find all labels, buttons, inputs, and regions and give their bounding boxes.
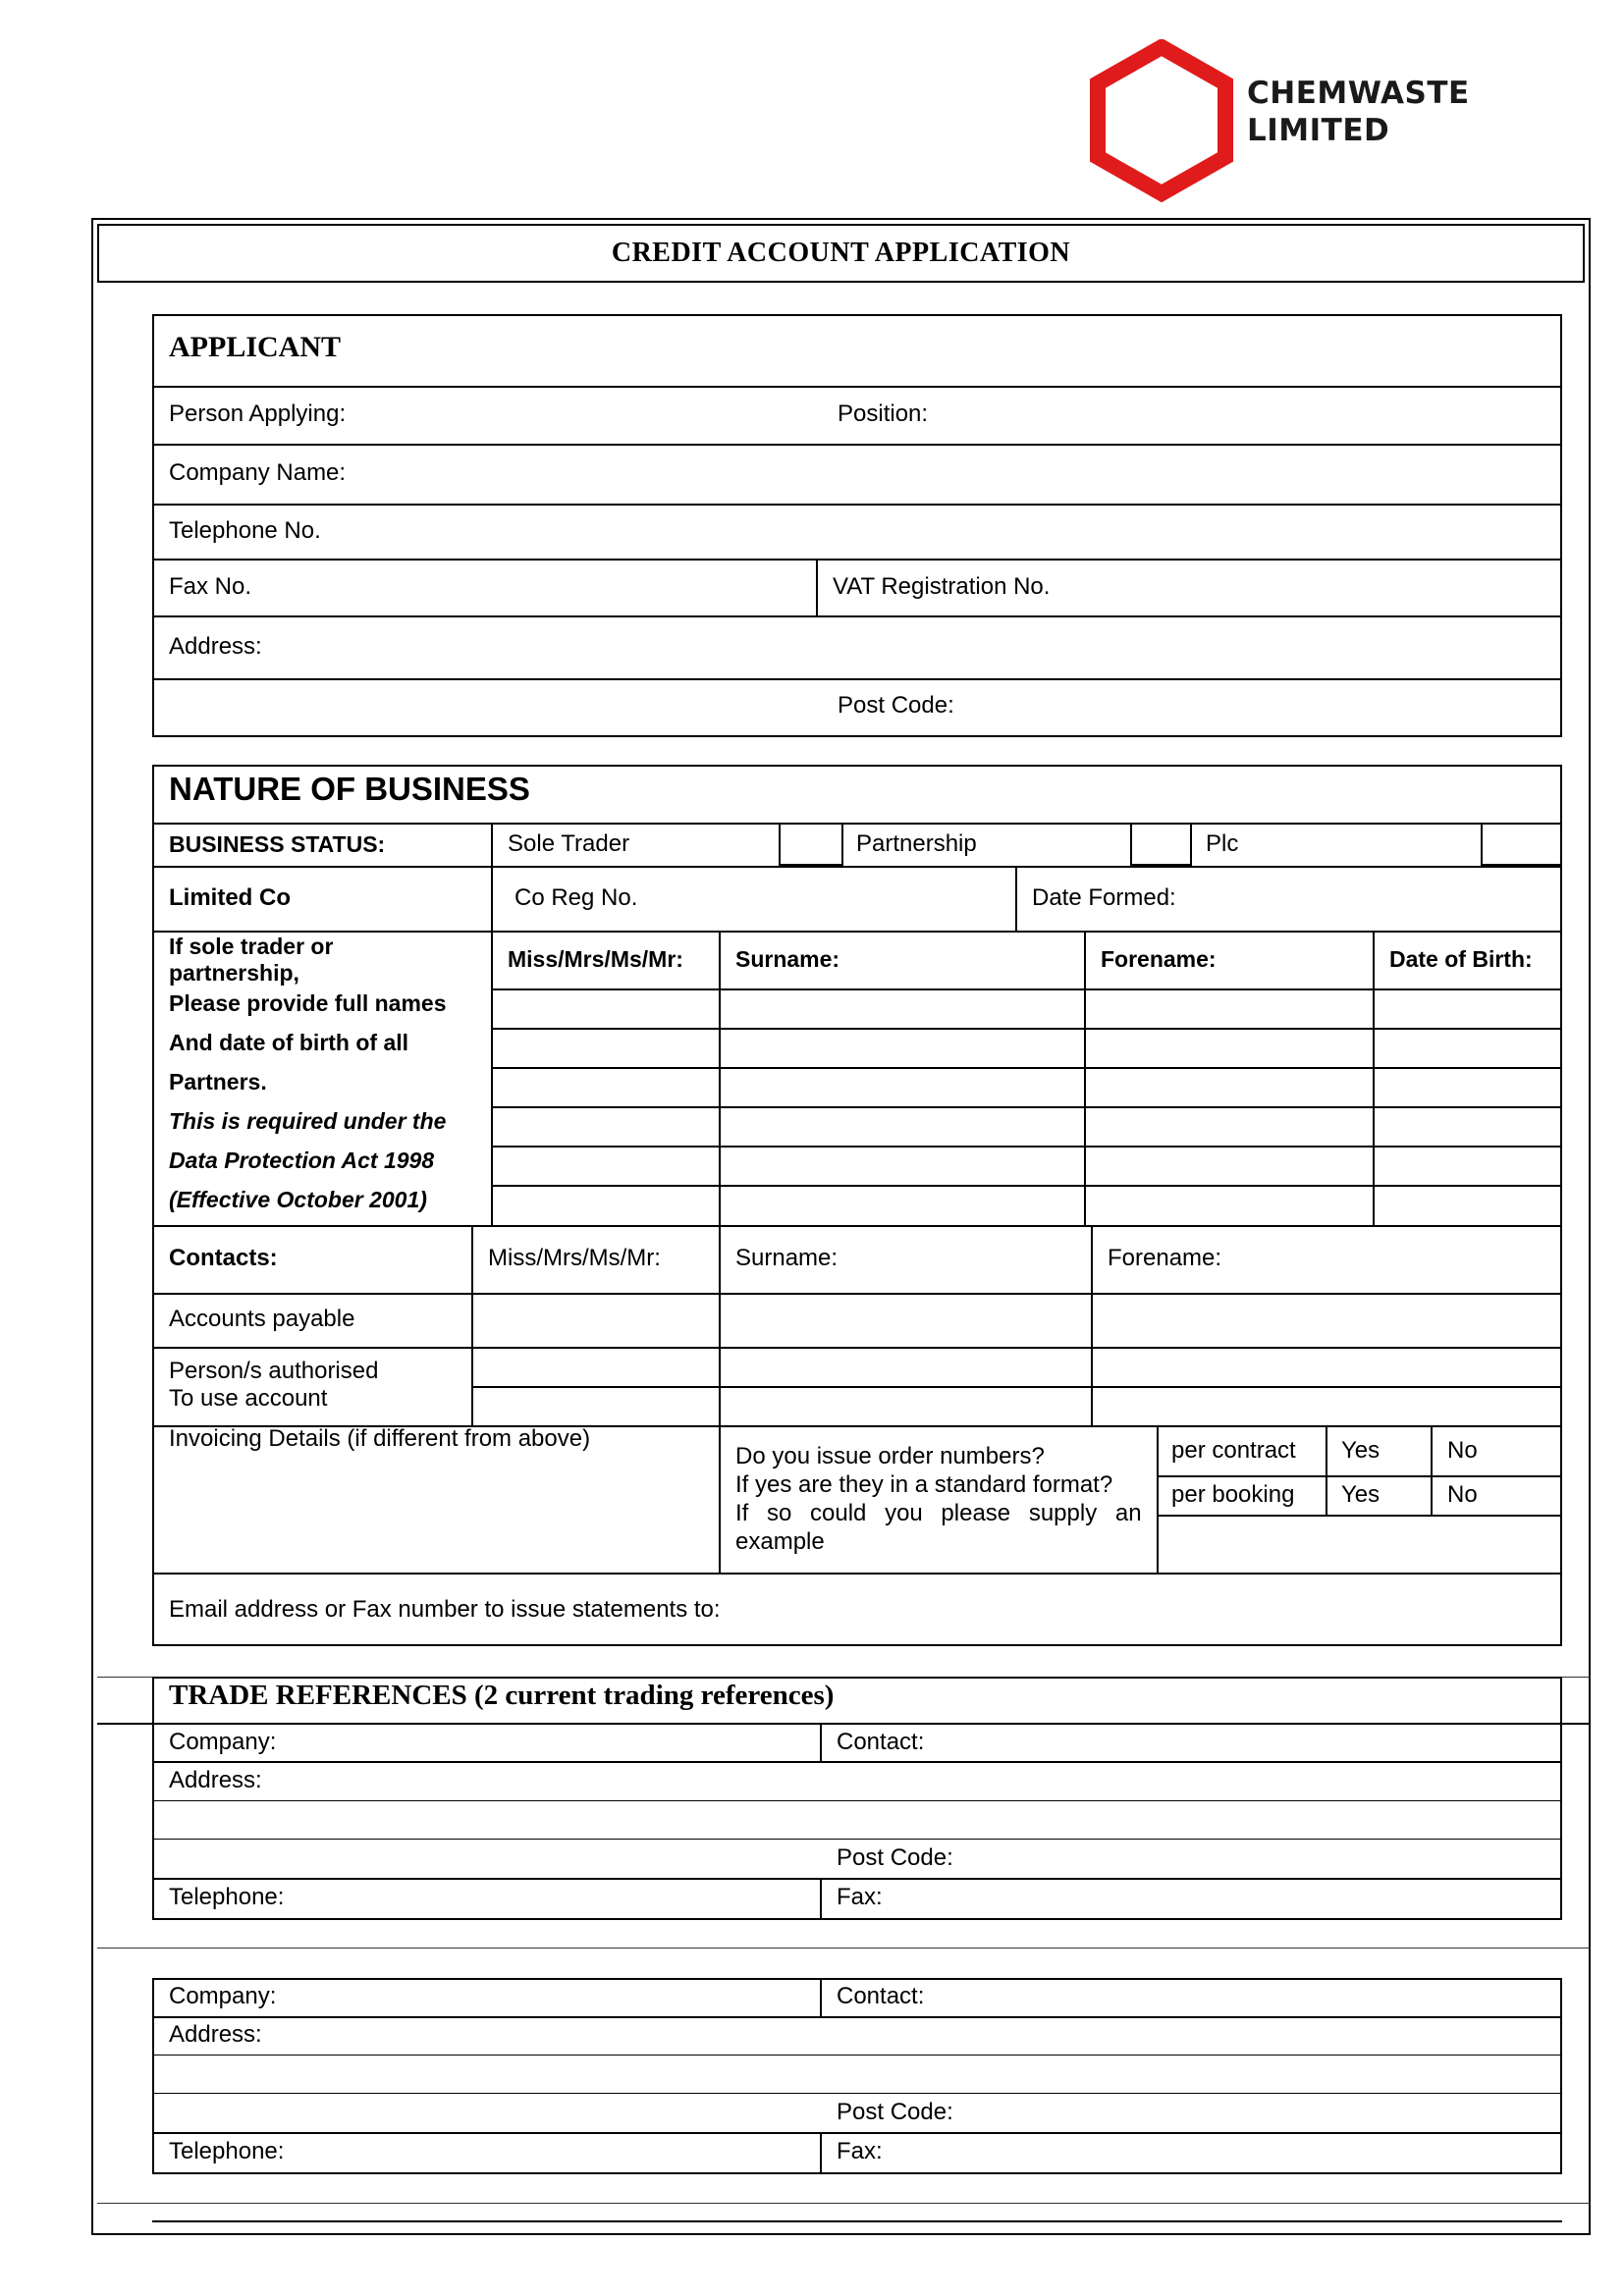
divider [152,1293,1562,1295]
divider [816,559,818,615]
partners-note-line: Partners. [169,1069,267,1095]
divider [152,1800,1562,1801]
plc-checkbox[interactable] [1481,823,1562,866]
divider [152,1878,1562,1880]
ref2-company-field[interactable]: Company: [169,1983,277,2009]
order-numbers-line4: example [735,1528,825,1555]
ref1-contact-field[interactable]: Contact: [837,1729,925,1755]
partnership-checkbox[interactable] [1130,823,1192,866]
per-booking-label: per booking [1171,1481,1295,1508]
partner-row-divider [491,1106,1562,1108]
order-numbers-line3 [735,1500,1144,1527]
title-box [97,224,1585,283]
applicant-section [152,314,1562,737]
partner-row-divider [491,988,1562,990]
business-status-label: BUSINESS STATUS: [169,831,386,857]
divider [152,386,1562,388]
ref1-company-field[interactable]: Company: [169,1729,277,1755]
divider [152,559,1562,561]
contacts-label: Contacts: [169,1245,278,1271]
divider [152,1225,1562,1227]
plc-label: Plc [1206,830,1239,857]
company-name-field[interactable]: Company Name: [169,459,347,486]
per-booking-yes[interactable]: Yes [1341,1481,1380,1508]
position-field[interactable]: Position: [838,400,929,427]
partners-note-line: Please provide full names [169,990,447,1016]
hexagon-logo-icon [1088,39,1235,206]
ref2-contact-field[interactable]: Contact: [837,1983,925,2009]
divider [1015,866,1017,931]
ref1-telephone-field[interactable]: Telephone: [169,1884,285,1910]
divider [719,931,721,1225]
partner-row-divider [491,1146,1562,1148]
per-booking-no[interactable]: No [1447,1481,1478,1508]
divider [1084,931,1086,1225]
per-contract-no[interactable]: No [1447,1437,1478,1464]
divider [820,2132,822,2174]
authorised-label-line2: To use account [169,1385,328,1412]
contacts-title-header: Miss/Mrs/Ms/Mr: [488,1245,661,1271]
order-numbers-line1: Do you issue order numbers? [735,1443,1045,1469]
divider [491,866,493,931]
form-title: CREDIT ACCOUNT APPLICATION [611,238,1071,268]
ref1-post-code-field[interactable]: Post Code: [837,1844,953,1871]
partner-row-divider [491,1067,1562,1069]
per-contract-yes[interactable]: Yes [1341,1437,1380,1464]
partner-dob-header: Date of Birth: [1389,946,1533,972]
divider [719,1425,721,1574]
divider [820,1878,822,1920]
divider [1157,1475,1562,1477]
divider [1157,1515,1562,1517]
divider [152,2055,1562,2056]
divider [152,823,1562,825]
divider [152,504,1562,506]
order-numbers-line3-text: If so could you please supply an [735,1500,1142,1526]
post-code-field[interactable]: Post Code: [838,692,954,719]
partners-note-line: (Effective October 2001) [169,1187,427,1212]
trade-references-heading: TRADE REFERENCES (2 current trading references) [169,1680,835,1711]
divider [152,2016,1562,2018]
partner-row-divider [491,1185,1562,1187]
divider [491,931,493,1225]
partners-note-line: This is required under the [169,1108,447,1134]
divider [152,2132,1562,2134]
divider [152,866,1562,868]
divider [471,1225,473,1427]
partner-forename-header: Forename: [1101,946,1217,972]
divider [1091,1225,1093,1427]
partners-note-line: Data Protection Act 1998 [169,1148,435,1173]
logo-wordmark [1247,75,1470,149]
ref2-post-code-field[interactable]: Post Code: [837,2099,953,2125]
email-fax-statements-field[interactable]: Email address or Fax number to issue statements to: [169,1596,721,1623]
divider [471,1386,1562,1388]
authorised-label-line1: Person/s authorised [169,1358,379,1384]
logo-name-line2: LIMITED [1247,113,1390,148]
invoicing-details-field[interactable]: Invoicing Details (if different from above) [169,1425,591,1452]
divider [1431,1425,1433,1516]
accounts-payable-label: Accounts payable [169,1306,355,1332]
partners-note-line: partnership, [169,960,299,986]
vat-field[interactable]: VAT Registration No. [833,573,1051,600]
ref1-fax-field[interactable]: Fax: [837,1884,883,1910]
logo-name-line1: CHEMWASTE [1247,76,1470,111]
divider [1157,1425,1159,1574]
ref2-telephone-field[interactable]: Telephone: [169,2138,285,2164]
divider [820,1723,822,1762]
ref2-fax-field[interactable]: Fax: [837,2138,883,2164]
divider [152,678,1562,680]
divider [491,823,493,866]
date-formed-field[interactable]: Date Formed: [1032,884,1176,911]
divider [152,931,1562,933]
person-applying-field[interactable]: Person Applying: [169,400,347,427]
partners-note-line: If sole trader or [169,934,334,959]
divider [152,1347,1562,1349]
partner-surname-header: Surname: [735,946,840,972]
divider [719,1225,721,1427]
limited-co-label: Limited Co [169,884,291,911]
divider [152,2093,1562,2094]
divider [152,1573,1562,1575]
sole-trader-checkbox[interactable] [779,823,843,866]
contacts-surname-header: Surname: [735,1245,839,1271]
per-contract-label: per contract [1171,1437,1296,1464]
ref2-address-field[interactable]: Address: [169,2021,262,2048]
divider [152,444,1562,446]
partners-note-line: And date of birth of all [169,1030,409,1055]
applicant-heading: APPLICANT [169,331,342,363]
divider [1326,1425,1327,1516]
company-logo [1088,39,1500,206]
divider [1373,931,1375,1225]
divider [97,2203,1591,2204]
divider [97,1948,1591,1949]
divider [97,1723,1591,1725]
divider [152,2220,1562,2222]
divider [152,615,1562,617]
divider [152,1839,1562,1840]
sole-trader-label: Sole Trader [508,830,630,857]
partnership-label: Partnership [856,830,977,857]
partner-row-divider [491,1028,1562,1030]
co-reg-field[interactable]: Co Reg No. [514,884,638,911]
business-heading: NATURE OF BUSINESS [169,771,530,807]
ref1-address-field[interactable]: Address: [169,1767,262,1793]
order-numbers-line2: If yes are they in a standard format? [735,1471,1113,1498]
partner-title-header: Miss/Mrs/Ms/Mr: [508,946,683,972]
address-field[interactable]: Address: [169,633,262,660]
fax-field[interactable]: Fax No. [169,573,252,600]
divider [820,1978,822,2017]
contacts-forename-header: Forename: [1108,1245,1222,1271]
divider [152,1761,1562,1763]
telephone-field[interactable]: Telephone No. [169,517,321,544]
